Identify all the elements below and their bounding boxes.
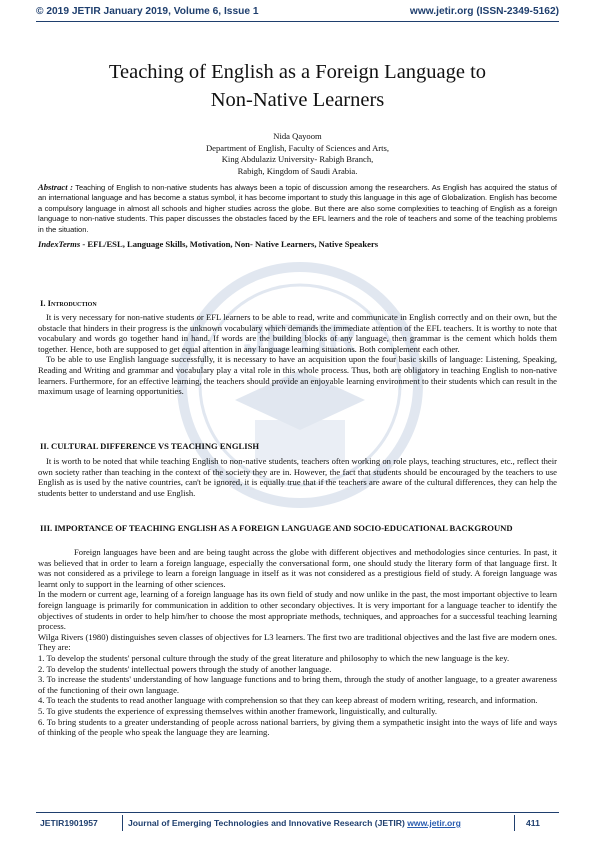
abstract-text: Teaching of English to non-native students has always been a topic of discussion among the researchers. As English has acquired the status of an international language and has become a status symbol, it has become important to study this language in this age of Globalization. English has become a compulsory language in almost all schools and higher studies across the globe. But there are also some complexities to teaching of English as a foreign language to non-native students. This paper discusses the obstacles faced by the EFL learners and the role of teachers and some of the teaching problems in the situation. <box>38 183 557 234</box>
objective-list-item: 1. To develop the students' personal culture through the study of the great literature and philosophy to which the new language is the key. <box>38 652 510 663</box>
header-rule <box>36 21 559 22</box>
section-3-paragraph: Foreign languages have been and are being taught across the globe with different objectives and methodologies since centuries. In past, it was believed that in order to learn a foreign language, especially the conversational form, one should study the literary form of that language first. It was not considered as a privilege to learn a foreign language in itself as it was not considered as a prestigious field of study. A foreign language was learnt only to support in the learning of other sciences. <box>38 547 557 589</box>
author-block <box>0 131 595 177</box>
footer-divider <box>514 815 515 831</box>
section-1-paragraph: It is very necessary for non-native students or EFL learners to be able to read, write and communicate in English correctly and on their own, but the obstacle that hinders in their progress is the unknown vocabulary which demands the immediate attention of the EFL teachers. It is worthy to note that vocabulary and words go together hand in hand. If words are the building blocks of any language, then grammar is the cement which holds them together. Hence, both are supposed to get equal attention in any language learning situations. Both complement each other. <box>38 312 557 354</box>
objective-list-item: 5. To give students the experience of expressing themselves within another framework, linguistically, and culturally. <box>38 705 438 716</box>
title-line-2: Non-Native Learners <box>210 89 385 111</box>
section-1-body <box>38 312 557 397</box>
running-footer <box>36 815 559 833</box>
footer-journal-link[interactable]: www.jetir.org <box>407 818 461 828</box>
paper-title <box>40 58 555 114</box>
objective-list-item: 4. To teach the students to read another language with comprehension so that they can keep abreast of modern writing, research, and information. <box>38 695 538 706</box>
footer-journal <box>128 818 461 828</box>
section-1-number: I. <box>40 298 48 308</box>
section-2-paragraph: It is worth to be noted that while teaching English to non-native students, teachers often working on role plays, teaching structures, etc., reflect their own society rather than teaching in the context of the society they are in. However, the fact that students should be encouraged by the teachers to use English as is used by the native countries, can't be ignored, it is equally true that if the teachers are aware of the cultural differences, they can help the students better to understand and use English. <box>38 456 557 498</box>
abstract-label: Abstract : <box>38 182 73 192</box>
section-2-body <box>38 456 557 498</box>
footer-rule <box>36 812 559 813</box>
author-department: Department of English, Faculty of Sciences and Arts, <box>205 142 390 153</box>
header-website: www.jetir.org (ISSN-2349-5162) <box>409 6 559 17</box>
running-header <box>36 4 559 22</box>
objective-list-item: 6. To bring students to a greater understanding of people across national barriers, by giving them a sympathetic insight into the ways of life and ways of thinking of the people who speak the language they are learning. <box>38 716 557 738</box>
section-3-paragraph: Wilga Rivers (1980) distinguishes seven classes of objectives for L3 learners. The first two are traditional objectives and the last five are modern ones. They are: <box>38 631 557 653</box>
objective-list-item: 3. To increase the students' understanding of how language functions and to bring them, through the study of another language, to a greater awareness of the functioning of their own language. <box>38 674 557 695</box>
abstract <box>38 182 557 235</box>
index-terms-text: - EFL/ESL, Language Skills, Motivation, Non- Native Learners, Native Speakers <box>80 239 379 249</box>
title-line-1: Teaching of English as a Foreign Language to <box>108 61 487 83</box>
section-1-title: Introduction <box>47 298 97 308</box>
index-terms-label: IndexTerms <box>38 239 81 249</box>
section-3-heading: III. IMPORTANCE OF TEACHING ENGLISH AS A FOREIGN LANGUAGE AND SOCIO-EDUCATIONAL BACKGROUND <box>40 523 513 533</box>
section-1-paragraph: To be able to use English language successfully, it is necessary to have an acquisition upon the four basic skills of language: Listening, Speaking, Reading and Writing and grammar and vocabulary play a vital role in this whole process. Thus, both are obligatory in teaching English to non-native learners. Furthermore, for an effective learning, the teachers should provide an enjoyable learning environment to their students which can result in the maximum usage of learning opportunities. <box>38 354 557 397</box>
objective-list-item: 2. To develop the students' intellectual powers through the study of another language. <box>38 663 332 674</box>
footer-journal-name: Journal of Emerging Technologies and Innovative Research (JETIR) <box>128 818 408 828</box>
section-1-heading <box>40 298 555 308</box>
footer-paper-id: JETIR1901957 <box>40 818 98 828</box>
author-university: King Abdulaziz University- Rabigh Branch, <box>221 154 374 164</box>
section-3-body <box>38 547 557 738</box>
index-terms <box>38 239 557 250</box>
footer-page-number: 411 <box>526 818 540 828</box>
header-copyright: © 2019 JETIR January 2019, Volume 6, Issue 1 <box>36 6 259 17</box>
author-location: Rabigh, Kingdom of Saudi Arabia. <box>237 165 358 176</box>
section-2-heading: II. CULTURAL DIFFERENCE VS TEACHING ENGLISH <box>40 441 260 451</box>
watermark-text: JETIR <box>243 317 357 361</box>
author-name: Nida Qayoom <box>273 131 322 141</box>
section-3-paragraph: In the modern or current age, learning of a foreign language has its own field of study and now unlike in the past, the most important objective to learn foreign language is primarily for communication in addition to other secondary objectives. It is very important for a language teacher to identify the objectives of students in order to help him/her to choose the most appropriate methods, techniques, and approaches for a successful teaching learning process. <box>38 589 557 632</box>
footer-divider <box>122 815 123 831</box>
